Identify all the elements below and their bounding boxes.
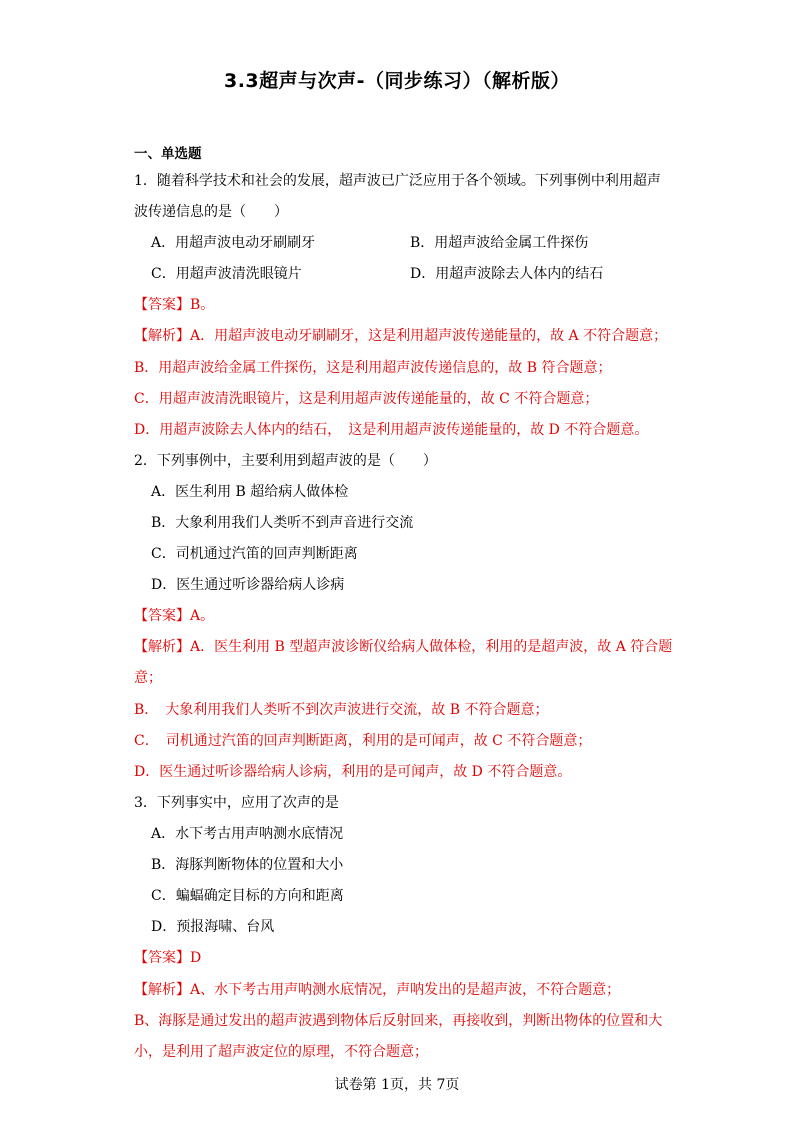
page-footer: 试卷第 1页，共 7页: [334, 1077, 460, 1093]
q2-analysis-3: C． 司机通过汽笛的回声判断距离，利用的是可闻声，故 C 不符合题意；: [134, 733, 592, 749]
q2-option-a: A．医生利用 B 超给病人做体检: [151, 484, 349, 500]
q3-analysis-2b: 小，是利用了超声波定位的原理，不符合题意；: [134, 1044, 428, 1060]
q1-option-c: C．用超声波清洗眼镜片: [151, 266, 302, 282]
analysis-tag: 【解析】: [134, 982, 190, 998]
q3-answer: [134, 948, 201, 968]
q3-option-c: C．蝙蝠确定目标的方向和距离: [151, 888, 344, 904]
q1-analysis-1: [134, 326, 667, 346]
q2-answer: [134, 606, 214, 626]
q2-option-b: B．大象利用我们人类听不到声音进行交流: [151, 515, 414, 531]
analysis-tag: 【解析】: [134, 328, 190, 344]
q1-option-b: B．用超声波给金属工件探伤: [410, 235, 589, 251]
q1-option-a: A．用超声波电动牙刷刷牙: [151, 235, 316, 251]
page-title: 3.3超声与次声-（同步练习）（解析版）: [223, 70, 571, 92]
q3-analysis-1: [134, 980, 620, 1000]
answer-tag: 【答案】: [134, 950, 190, 966]
q1-analysis-2: B．用超声波给金属工件探伤，这是利用超声波传递信息的，故 B 符合题意；: [134, 360, 612, 376]
q1-stem-line1: 1．随着科学技术和社会的发展，超声波已广泛应用于各个领域。下列事例中利用超声: [134, 173, 661, 189]
q2-analysis-2: B． 大象利用我们人类听不到次声波进行交流，故 B 不符合题意；: [134, 702, 549, 718]
q3-option-d: D．预报海啸、台风: [151, 919, 275, 935]
q2-analysis-1b: 意；: [134, 670, 162, 686]
q2-option-d: D．医生通过听诊器给病人诊病: [151, 577, 345, 593]
q1-analysis-4: D．用超声波除去人体内的结石， 这是利用超声波传递能量的，故 D 不符合题意。: [134, 422, 649, 438]
q2-stem: 2．下列事例中，主要利用到超声波的是（ ）: [134, 453, 437, 469]
q1-analysis-3: C．用超声波清洗眼镜片，这是利用超声波传递能量的，故 C 不符合题意；: [134, 391, 599, 407]
section-heading: 一、单选题: [134, 146, 202, 162]
q1-option-d: D．用超声波除去人体内的结石: [410, 266, 604, 282]
q2-analysis-4: D．医生通过听诊器给病人诊病，利用的是可闻声，故 D 不符合题意。: [134, 764, 572, 780]
answer-value: A。: [190, 608, 215, 624]
q1-stem-line2: 波传递信息的是（ ）: [134, 204, 288, 220]
q2-analysis-1: [134, 637, 672, 657]
q3-stem: 3．下列事实中，应用了次声的是: [134, 795, 339, 811]
answer-tag: 【答案】: [134, 297, 190, 313]
q3-option-a: A．水下考古用声呐测水底情况: [151, 826, 344, 842]
q3-option-b: B．海豚判断物体的位置和大小: [151, 857, 344, 873]
analysis-text: A．用超声波电动牙刷刷牙，这是利用超声波传递能量的，故 A 不符合题意；: [190, 328, 668, 344]
q3-analysis-2: B、海豚是通过发出的超声波遇到物体后反射回来，再接收到，判断出物体的位置和大: [134, 1013, 663, 1029]
answer-value: D: [190, 950, 202, 966]
q1-answer: [134, 295, 214, 315]
analysis-text: A．医生利用 B 型超声波诊断仪给病人做体检，利用的是超声波，故 A 符合题: [190, 639, 673, 655]
answer-value: B。: [190, 297, 215, 313]
answer-tag: 【答案】: [134, 608, 190, 624]
analysis-text: A、水下考古用声呐测水底情况，声呐发出的是超声波，不符合题意；: [190, 982, 621, 998]
q2-option-c: C．司机通过汽笛的回声判断距离: [151, 546, 358, 562]
analysis-tag: 【解析】: [134, 639, 190, 655]
